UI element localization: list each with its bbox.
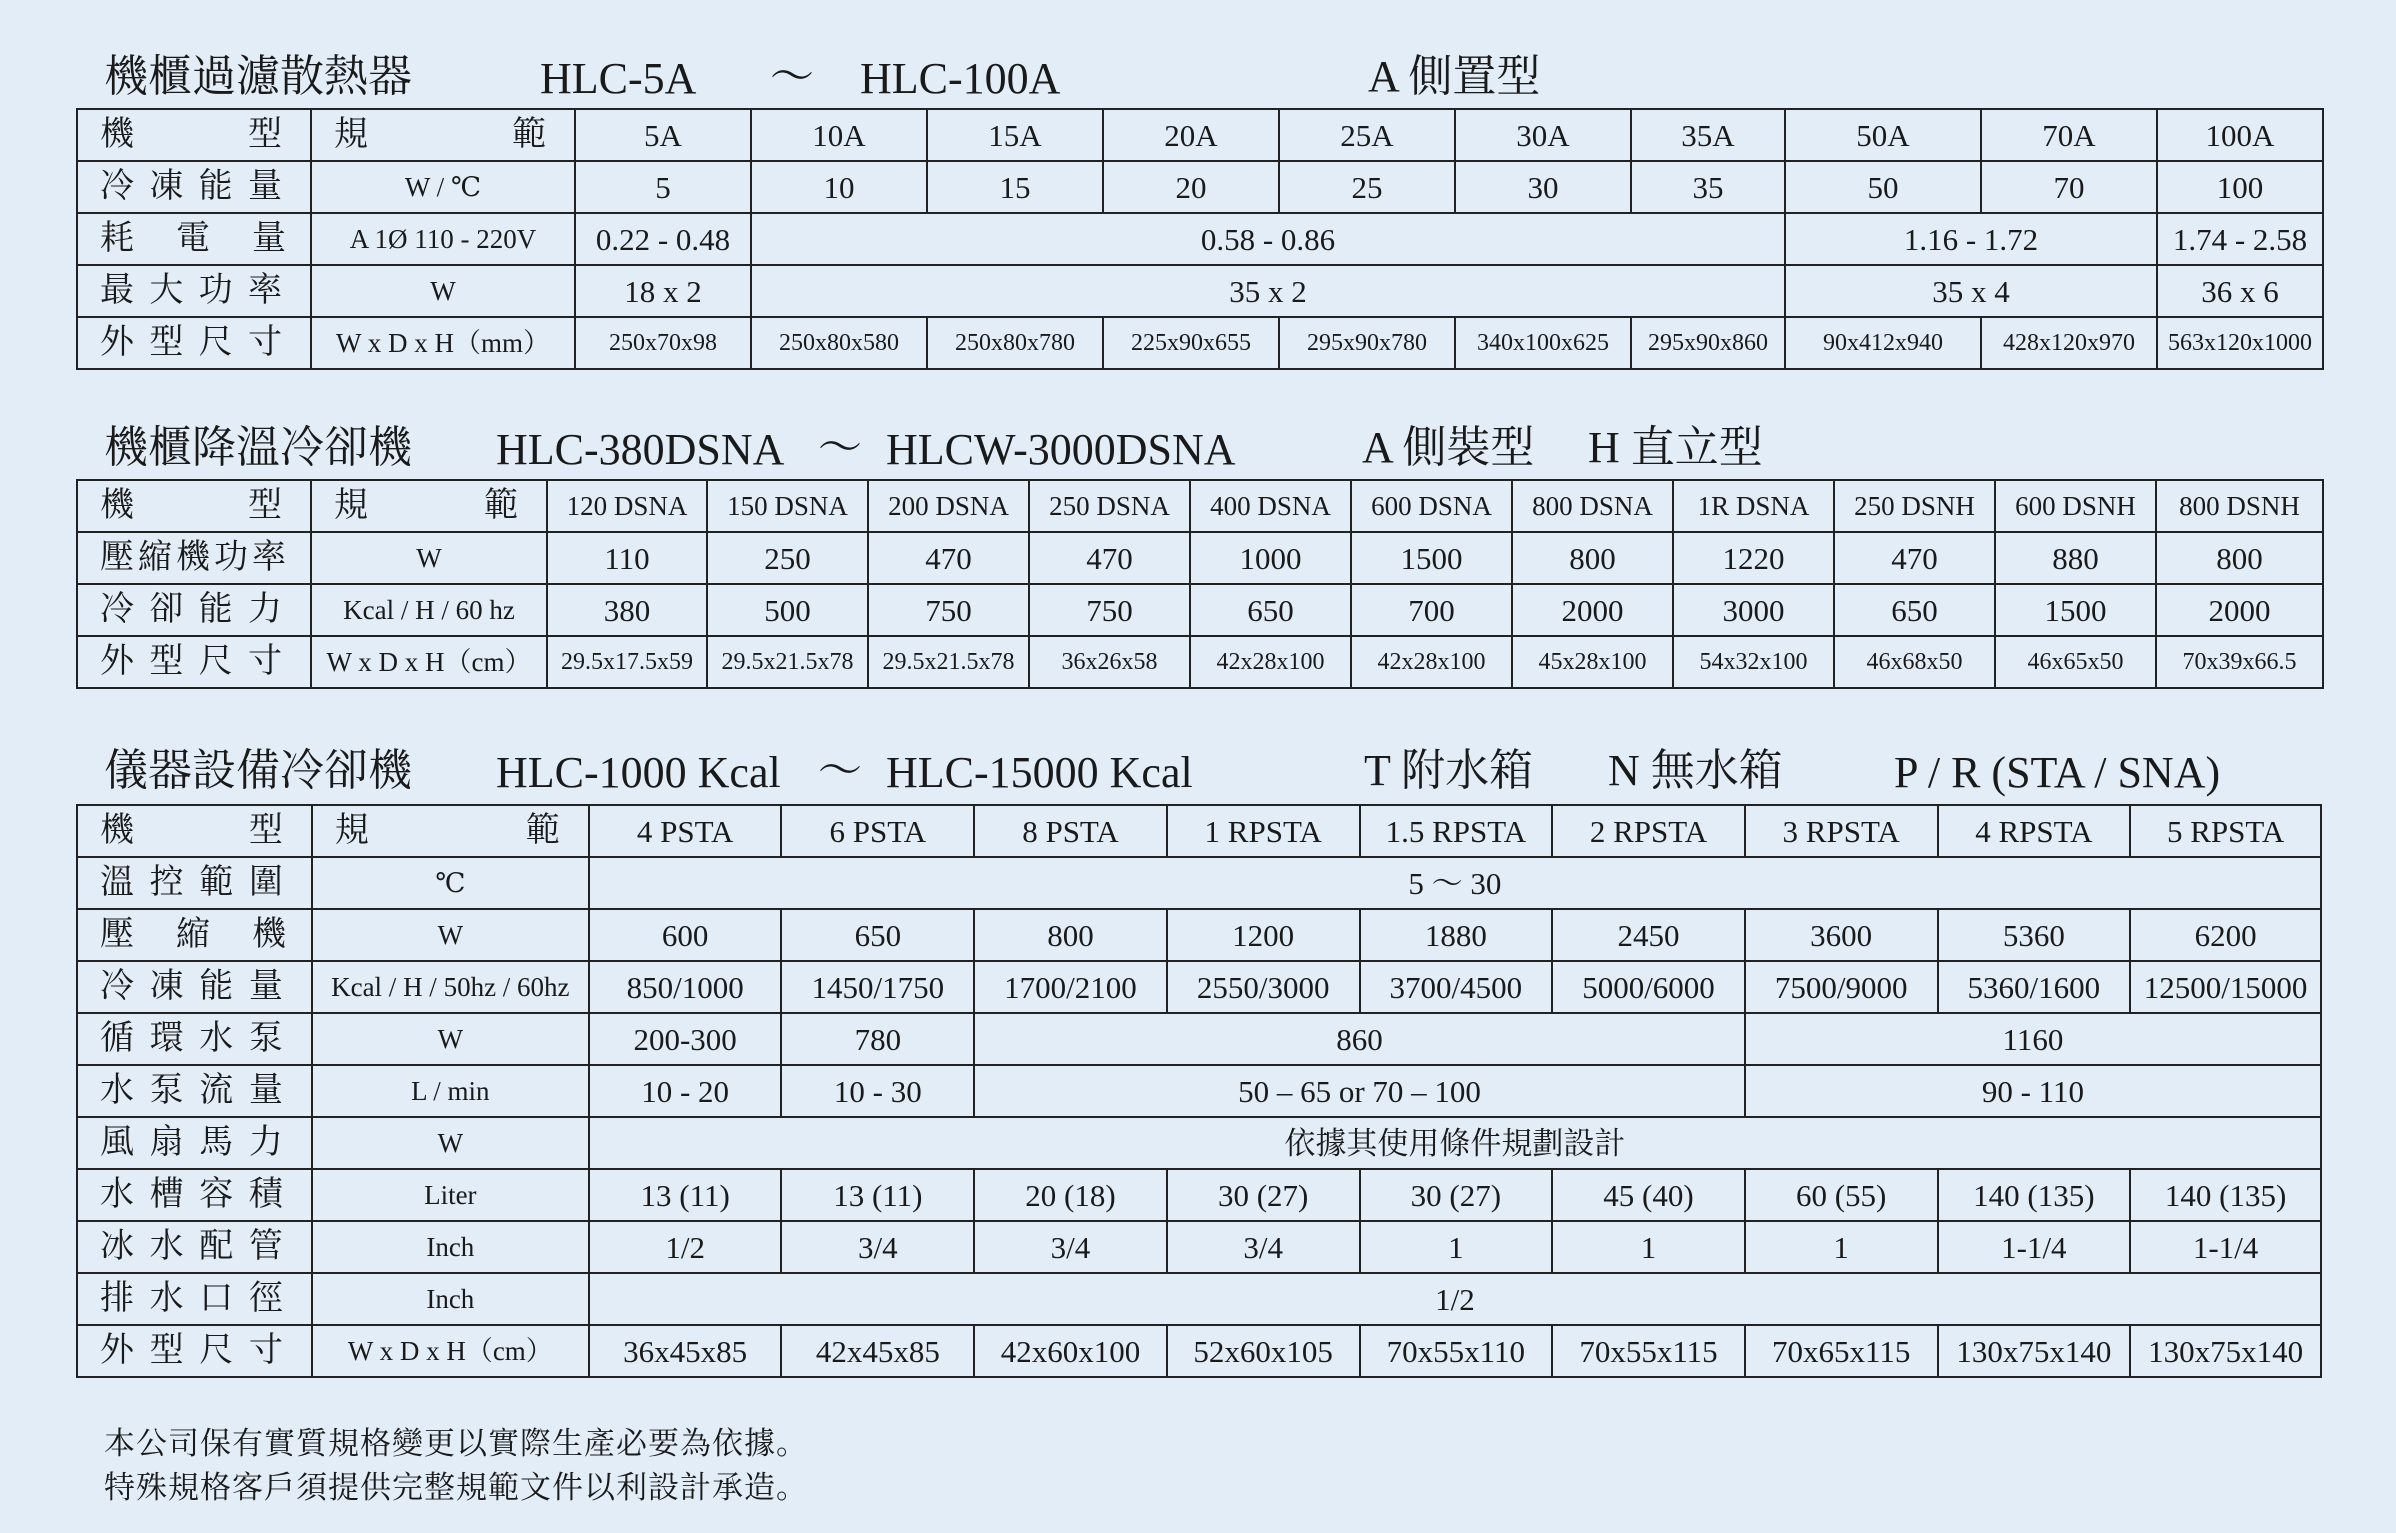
row-label: 排水口徑 bbox=[77, 1273, 312, 1325]
section3-model-to: HLC-15000 Kcal bbox=[886, 748, 1193, 797]
value-cell: 650 bbox=[1834, 584, 1995, 636]
spec-row bbox=[77, 1065, 2321, 1117]
row-label: 外型尺寸 bbox=[77, 1325, 312, 1377]
section3-model-from: HLC-1000 Kcal bbox=[496, 748, 781, 797]
value-cell: 750 bbox=[868, 584, 1029, 636]
section1-spec-table bbox=[76, 108, 2324, 370]
value-cell: 35 x 4 bbox=[1785, 265, 2157, 317]
value-cell: 90x412x940 bbox=[1785, 317, 1981, 369]
value-cell: 1.16 - 1.72 bbox=[1785, 213, 2157, 265]
value-cell: 3/4 bbox=[1167, 1221, 1360, 1273]
row-label: 冰水配管 bbox=[77, 1221, 312, 1273]
value-cell: 35 bbox=[1631, 161, 1785, 213]
row-label: 最大功率 bbox=[77, 265, 311, 317]
value-cell: 470 bbox=[1834, 532, 1995, 584]
value-cell: 42x45x85 bbox=[781, 1325, 974, 1377]
spec-row bbox=[77, 1325, 2321, 1377]
value-cell: 42x60x100 bbox=[974, 1325, 1167, 1377]
value-cell: 340x100x625 bbox=[1455, 317, 1631, 369]
section3-spec-table bbox=[76, 804, 2322, 1378]
value-cell: 850/1000 bbox=[589, 961, 782, 1013]
model-header-cell: 600 DSNH bbox=[1995, 480, 2156, 532]
value-cell: 750 bbox=[1029, 584, 1190, 636]
value-cell: 2000 bbox=[2156, 584, 2323, 636]
value-cell: 70x55x115 bbox=[1552, 1325, 1745, 1377]
value-cell: 42x28x100 bbox=[1351, 636, 1512, 688]
note-line-1: 本公司保有實質規格變更以實際生產必要為依據。 bbox=[104, 1426, 808, 1461]
section2-spec-table bbox=[76, 479, 2324, 689]
value-cell: 42x28x100 bbox=[1190, 636, 1351, 688]
value-cell: 1160 bbox=[1745, 1013, 2321, 1065]
model-header-cell: 400 DSNA bbox=[1190, 480, 1351, 532]
row-unit: W bbox=[311, 265, 575, 317]
model-header-cell: 1R DSNA bbox=[1673, 480, 1834, 532]
section1-title: 機櫃過濾散熱器 bbox=[104, 52, 412, 101]
value-cell: 60 (55) bbox=[1745, 1169, 1938, 1221]
value-cell: 1000 bbox=[1190, 532, 1351, 584]
model-header-cell: 8 PSTA bbox=[974, 805, 1167, 857]
section3-type-n: N 無水箱 bbox=[1608, 746, 1783, 795]
value-cell: 10 - 20 bbox=[589, 1065, 782, 1117]
spec-row bbox=[77, 857, 2321, 909]
value-cell: 52x60x105 bbox=[1167, 1325, 1360, 1377]
row-label: 風扇馬力 bbox=[77, 1117, 312, 1169]
row-unit: Kcal / H / 50hz / 60hz bbox=[312, 961, 589, 1013]
model-header-cell: 100A bbox=[2157, 109, 2323, 161]
value-cell: 1700/2100 bbox=[974, 961, 1167, 1013]
value-cell: 2000 bbox=[1512, 584, 1673, 636]
value-cell: 800 bbox=[974, 909, 1167, 961]
value-cell: 1220 bbox=[1673, 532, 1834, 584]
row-unit: W bbox=[312, 1013, 589, 1065]
section3-tilde: ～ bbox=[818, 746, 862, 795]
model-header-cell: 20A bbox=[1103, 109, 1279, 161]
value-cell: 10 bbox=[751, 161, 927, 213]
value-cell: 295x90x780 bbox=[1279, 317, 1455, 369]
note-line-2: 特殊規格客戶須提供完整規範文件以利設計承造。 bbox=[104, 1470, 808, 1505]
spec-row bbox=[77, 161, 2323, 213]
value-cell: 13 (11) bbox=[781, 1169, 974, 1221]
model-header-cell: 1.5 RPSTA bbox=[1360, 805, 1553, 857]
model-header-cell: 250 DSNH bbox=[1834, 480, 1995, 532]
section2-model-from: HLC-380DSNA bbox=[496, 425, 785, 474]
value-cell: 700 bbox=[1351, 584, 1512, 636]
value-cell: 100 bbox=[2157, 161, 2323, 213]
value-cell: 250 bbox=[707, 532, 868, 584]
value-cell: 36x45x85 bbox=[589, 1325, 782, 1377]
spec-row bbox=[77, 532, 2323, 584]
section1-model-to: HLC-100A bbox=[860, 54, 1061, 103]
value-cell: 1200 bbox=[1167, 909, 1360, 961]
section1-heading bbox=[100, 44, 2336, 104]
spec-row bbox=[77, 265, 2323, 317]
model-header-cell: 35A bbox=[1631, 109, 1785, 161]
model-header-cell: 800 DSNH bbox=[2156, 480, 2323, 532]
value-cell: 1450/1750 bbox=[781, 961, 974, 1013]
value-cell: 2450 bbox=[1552, 909, 1745, 961]
header-row bbox=[77, 805, 2321, 857]
model-header-cell: 2 RPSTA bbox=[1552, 805, 1745, 857]
row-unit: W x D x H（cm） bbox=[311, 636, 547, 688]
row-label: 冷凍能量 bbox=[77, 961, 312, 1013]
value-cell: 25 bbox=[1279, 161, 1455, 213]
value-cell: 650 bbox=[1190, 584, 1351, 636]
section2-heading bbox=[100, 415, 2336, 475]
row-unit: Liter bbox=[312, 1169, 589, 1221]
value-cell: 1 bbox=[1745, 1221, 1938, 1273]
model-header-cell: 15A bbox=[927, 109, 1103, 161]
value-cell: 250x80x580 bbox=[751, 317, 927, 369]
value-cell: 3700/4500 bbox=[1360, 961, 1553, 1013]
header-row bbox=[77, 109, 2323, 161]
value-cell: 36 x 6 bbox=[2157, 265, 2323, 317]
row-unit: W x D x H（mm） bbox=[311, 317, 575, 369]
header-spec-label: 規 範 bbox=[311, 109, 575, 161]
value-cell: 6200 bbox=[2130, 909, 2321, 961]
value-cell: 1/2 bbox=[589, 1273, 2321, 1325]
model-header-cell: 6 PSTA bbox=[781, 805, 974, 857]
spec-row bbox=[77, 1117, 2321, 1169]
value-cell: 2550/3000 bbox=[1167, 961, 1360, 1013]
value-cell: 10 - 30 bbox=[781, 1065, 974, 1117]
row-unit: W bbox=[312, 909, 589, 961]
value-cell: 70x65x115 bbox=[1745, 1325, 1938, 1377]
spec-row bbox=[77, 1273, 2321, 1325]
section2-tilde: ～ bbox=[818, 423, 862, 472]
row-unit: W / ℃ bbox=[311, 161, 575, 213]
spec-row bbox=[77, 1221, 2321, 1273]
row-label: 冷卻能力 bbox=[77, 584, 311, 636]
value-cell: 30 bbox=[1455, 161, 1631, 213]
row-unit: W bbox=[312, 1117, 589, 1169]
value-cell: 3/4 bbox=[781, 1221, 974, 1273]
model-header-cell: 30A bbox=[1455, 109, 1631, 161]
value-cell: 依據其使用條件規劃設計 bbox=[589, 1117, 2321, 1169]
row-unit: Inch bbox=[312, 1273, 589, 1325]
section2-type-h: H 直立型 bbox=[1588, 423, 1763, 472]
row-label: 冷凍能量 bbox=[77, 161, 311, 213]
value-cell: 470 bbox=[1029, 532, 1190, 584]
row-label: 壓 縮 機 bbox=[77, 909, 312, 961]
model-header-cell: 120 DSNA bbox=[547, 480, 707, 532]
value-cell: 30 (27) bbox=[1167, 1169, 1360, 1221]
value-cell: 1 bbox=[1360, 1221, 1553, 1273]
value-cell: 5000/6000 bbox=[1552, 961, 1745, 1013]
model-header-cell: 25A bbox=[1279, 109, 1455, 161]
section1-model-from: HLC-5A bbox=[540, 54, 697, 103]
header-row bbox=[77, 480, 2323, 532]
value-cell: 250x80x780 bbox=[927, 317, 1103, 369]
model-header-cell: 150 DSNA bbox=[707, 480, 868, 532]
value-cell: 1500 bbox=[1995, 584, 2156, 636]
row-label: 水泵流量 bbox=[77, 1065, 312, 1117]
value-cell: 130x75x140 bbox=[1938, 1325, 2131, 1377]
model-header-cell: 10A bbox=[751, 109, 927, 161]
value-cell: 800 bbox=[1512, 532, 1673, 584]
row-unit: L / min bbox=[312, 1065, 589, 1117]
section1-tilde: ～ bbox=[770, 52, 814, 101]
value-cell: 12500/15000 bbox=[2130, 961, 2321, 1013]
value-cell: 15 bbox=[927, 161, 1103, 213]
value-cell: 45 (40) bbox=[1552, 1169, 1745, 1221]
value-cell: 5360 bbox=[1938, 909, 2131, 961]
value-cell: 70 bbox=[1981, 161, 2157, 213]
value-cell: 36x26x58 bbox=[1029, 636, 1190, 688]
value-cell: 130x75x140 bbox=[2130, 1325, 2321, 1377]
value-cell: 500 bbox=[707, 584, 868, 636]
spec-row bbox=[77, 1013, 2321, 1065]
value-cell: 1-1/4 bbox=[1938, 1221, 2131, 1273]
value-cell: 54x32x100 bbox=[1673, 636, 1834, 688]
value-cell: 200-300 bbox=[589, 1013, 782, 1065]
model-header-cell: 1 RPSTA bbox=[1167, 805, 1360, 857]
spec-row bbox=[77, 213, 2323, 265]
section2-model-to: HLCW-3000DSNA bbox=[886, 425, 1236, 474]
model-header-cell: 800 DSNA bbox=[1512, 480, 1673, 532]
spec-row bbox=[77, 317, 2323, 369]
model-header-cell: 5 RPSTA bbox=[2130, 805, 2321, 857]
value-cell: 70x55x110 bbox=[1360, 1325, 1553, 1377]
value-cell: 650 bbox=[781, 909, 974, 961]
value-cell: 140 (135) bbox=[1938, 1169, 2131, 1221]
row-label: 水槽容積 bbox=[77, 1169, 312, 1221]
value-cell: 29.5x21.5x78 bbox=[868, 636, 1029, 688]
row-label: 壓縮機功率 bbox=[77, 532, 311, 584]
row-unit: W x D x H（cm） bbox=[312, 1325, 589, 1377]
value-cell: 0.58 - 0.86 bbox=[751, 213, 1785, 265]
value-cell: 1 bbox=[1552, 1221, 1745, 1273]
value-cell: 30 (27) bbox=[1360, 1169, 1553, 1221]
value-cell: 13 (11) bbox=[589, 1169, 782, 1221]
row-label: 耗 電 量 bbox=[77, 213, 311, 265]
section3-heading bbox=[100, 738, 2336, 798]
value-cell: 5 bbox=[575, 161, 751, 213]
value-cell: 50 bbox=[1785, 161, 1981, 213]
row-label: 外型尺寸 bbox=[77, 636, 311, 688]
value-cell: 29.5x17.5x59 bbox=[547, 636, 707, 688]
model-header-cell: 4 PSTA bbox=[589, 805, 782, 857]
value-cell: 35 x 2 bbox=[751, 265, 1785, 317]
section3-type-t: T 附水箱 bbox=[1364, 746, 1534, 795]
spec-row bbox=[77, 584, 2323, 636]
header-spec-label: 規 範 bbox=[312, 805, 589, 857]
value-cell: 3000 bbox=[1673, 584, 1834, 636]
section2-title: 機櫃降溫冷卻機 bbox=[104, 423, 412, 472]
model-header-cell: 50A bbox=[1785, 109, 1981, 161]
header-model-label: 機 型 bbox=[77, 109, 311, 161]
row-unit: Kcal / H / 60 hz bbox=[311, 584, 547, 636]
value-cell: 1.74 - 2.58 bbox=[2157, 213, 2323, 265]
row-label: 循環水泵 bbox=[77, 1013, 312, 1065]
value-cell: 1500 bbox=[1351, 532, 1512, 584]
value-cell: 295x90x860 bbox=[1631, 317, 1785, 369]
header-model-label: 機 型 bbox=[77, 480, 311, 532]
row-unit: ℃ bbox=[312, 857, 589, 909]
value-cell: 7500/9000 bbox=[1745, 961, 1938, 1013]
value-cell: 5360/1600 bbox=[1938, 961, 2131, 1013]
value-cell: 380 bbox=[547, 584, 707, 636]
value-cell: 860 bbox=[974, 1013, 1745, 1065]
value-cell: 780 bbox=[781, 1013, 974, 1065]
model-header-cell: 250 DSNA bbox=[1029, 480, 1190, 532]
value-cell: 3600 bbox=[1745, 909, 1938, 961]
value-cell: 46x65x50 bbox=[1995, 636, 2156, 688]
value-cell: 45x28x100 bbox=[1512, 636, 1673, 688]
value-cell: 563x120x1000 bbox=[2157, 317, 2323, 369]
value-cell: 600 bbox=[589, 909, 782, 961]
value-cell: 18 x 2 bbox=[575, 265, 751, 317]
header-model-label: 機 型 bbox=[77, 805, 312, 857]
value-cell: 0.22 - 0.48 bbox=[575, 213, 751, 265]
model-header-cell: 4 RPSTA bbox=[1938, 805, 2131, 857]
section3-title: 儀器設備冷卻機 bbox=[104, 746, 412, 795]
row-unit: A 1Ø 110 - 220V bbox=[311, 213, 575, 265]
value-cell: 29.5x21.5x78 bbox=[707, 636, 868, 688]
value-cell: 800 bbox=[2156, 532, 2323, 584]
value-cell: 250x70x98 bbox=[575, 317, 751, 369]
header-spec-label: 規 範 bbox=[311, 480, 547, 532]
value-cell: 3/4 bbox=[974, 1221, 1167, 1273]
value-cell: 470 bbox=[868, 532, 1029, 584]
spec-row bbox=[77, 1169, 2321, 1221]
value-cell: 225x90x655 bbox=[1103, 317, 1279, 369]
spec-row bbox=[77, 961, 2321, 1013]
row-unit: W bbox=[311, 532, 547, 584]
model-header-cell: 70A bbox=[1981, 109, 2157, 161]
value-cell: 50 – 65 or 70 – 100 bbox=[974, 1065, 1745, 1117]
model-header-cell: 5A bbox=[575, 109, 751, 161]
section1-type: A 側置型 bbox=[1368, 52, 1541, 101]
value-cell: 20 (18) bbox=[974, 1169, 1167, 1221]
spec-row bbox=[77, 909, 2321, 961]
value-cell: 1/2 bbox=[589, 1221, 782, 1273]
value-cell: 5 ～ 30 bbox=[589, 857, 2321, 909]
value-cell: 20 bbox=[1103, 161, 1279, 213]
model-header-cell: 600 DSNA bbox=[1351, 480, 1512, 532]
value-cell: 70x39x66.5 bbox=[2156, 636, 2323, 688]
row-label: 溫控範圍 bbox=[77, 857, 312, 909]
row-label: 外型尺寸 bbox=[77, 317, 311, 369]
value-cell: 110 bbox=[547, 532, 707, 584]
row-unit: Inch bbox=[312, 1221, 589, 1273]
value-cell: 880 bbox=[1995, 532, 2156, 584]
value-cell: 46x68x50 bbox=[1834, 636, 1995, 688]
value-cell: 140 (135) bbox=[2130, 1169, 2321, 1221]
model-header-cell: 200 DSNA bbox=[868, 480, 1029, 532]
value-cell: 90 - 110 bbox=[1745, 1065, 2321, 1117]
spec-row bbox=[77, 636, 2323, 688]
value-cell: 1-1/4 bbox=[2130, 1221, 2321, 1273]
value-cell: 1880 bbox=[1360, 909, 1553, 961]
value-cell: 428x120x970 bbox=[1981, 317, 2157, 369]
section3-type-pr: P / R (STA / SNA) bbox=[1894, 748, 2221, 797]
model-header-cell: 3 RPSTA bbox=[1745, 805, 1938, 857]
section2-type-a: A 側裝型 bbox=[1362, 423, 1535, 472]
